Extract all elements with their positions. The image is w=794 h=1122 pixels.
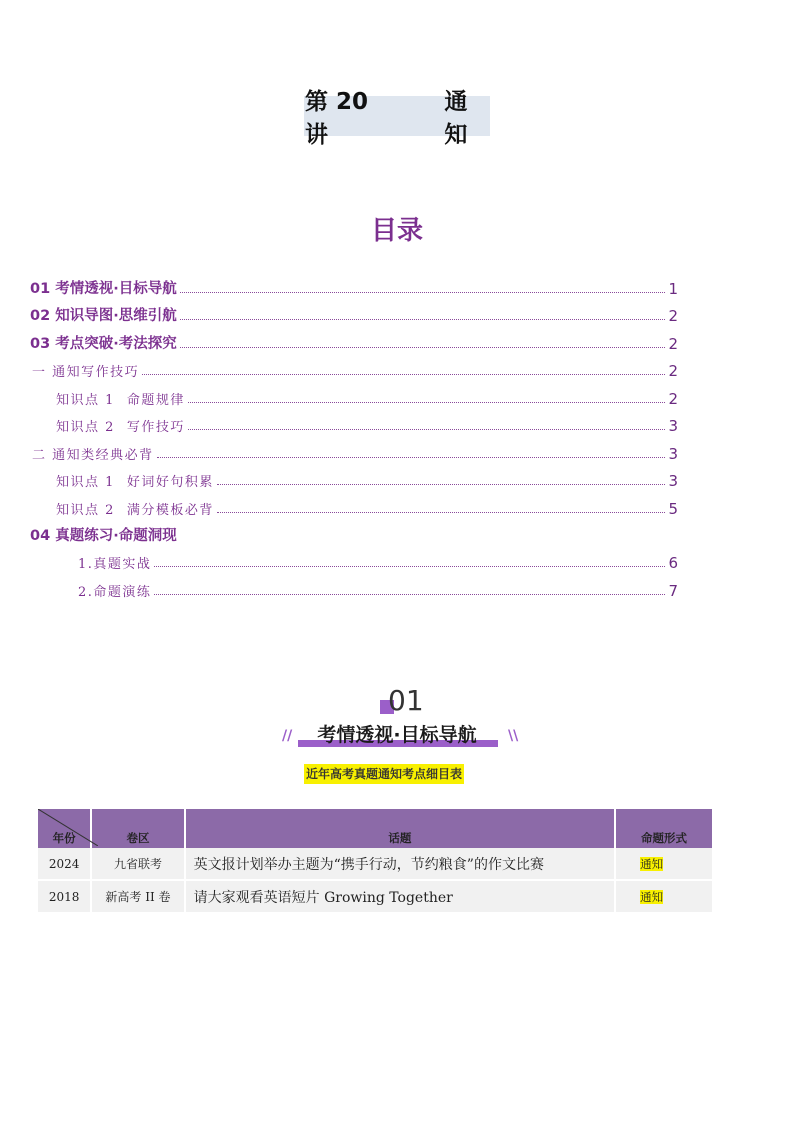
lecture-title xyxy=(304,89,490,148)
toc-entry[interactable] xyxy=(56,468,678,490)
toc-entry-page: 7 xyxy=(668,582,678,600)
toc-entry-page: 2 xyxy=(668,390,678,408)
toc-entry-label: 一 通知写作技巧 xyxy=(32,365,140,380)
toc-entry-page: 5 xyxy=(668,500,678,518)
table-caption: 近年高考真题通知考点细目表 xyxy=(304,764,464,784)
section-title: 考情透视·目标导航 xyxy=(317,724,477,746)
toc-entry[interactable] xyxy=(30,276,678,298)
toc-entry-label xyxy=(56,416,185,435)
toc-entry-sub: 写作技巧 xyxy=(126,420,185,435)
toc-leader-dots xyxy=(188,429,666,430)
toc-leader-dots xyxy=(180,292,666,293)
section-number: 01 xyxy=(388,684,424,717)
toc-leader-dots xyxy=(180,319,666,320)
toc-entry-sub: 满分模板必背 xyxy=(126,503,214,518)
toc-entry-label: 2.命题演练 xyxy=(78,585,152,600)
cell-topic: 英文报计划举办主题为“携手行动，节约粮食”的作文比赛 xyxy=(185,848,615,880)
lecture-topic: 通知 xyxy=(444,89,468,148)
header-year xyxy=(38,809,91,848)
toc-entry-point: 知识点 2 xyxy=(56,420,115,435)
cell-year: 2018 xyxy=(38,880,91,913)
header-volume: 卷区 xyxy=(91,809,184,848)
cell-topic: 请大家观看英语短片 Growing Together xyxy=(185,880,615,913)
toc-entry-label: 02 知识导图·思维引航 xyxy=(30,308,177,324)
form-highlight: 通知 xyxy=(640,889,664,904)
toc-entry-page: 3 xyxy=(668,472,678,490)
toc-entry-page: 2 xyxy=(668,362,678,380)
toc-entry-label: 二 通知类经典必背 xyxy=(32,448,154,463)
lecture-number: 第 20 讲 xyxy=(305,89,369,148)
toc-entry-label xyxy=(56,389,185,408)
toc-entry[interactable] xyxy=(56,413,678,435)
table-header-row xyxy=(38,809,713,848)
toc-entry-label: 04 真题练习·命题洞现 xyxy=(30,528,177,544)
toc-entry[interactable] xyxy=(30,331,678,353)
toc-leader-dots xyxy=(154,566,665,567)
toc-entry-label: 1.真题实战 xyxy=(78,557,152,572)
header-form: 命题形式 xyxy=(615,809,713,848)
header-topic: 话题 xyxy=(185,809,615,848)
toc-entry-page: 6 xyxy=(668,554,678,572)
toc-leader-dots xyxy=(180,347,666,348)
toc-entry[interactable] xyxy=(32,441,678,463)
toc-entry-sub: 好词好句积累 xyxy=(126,475,214,490)
form-highlight: 通知 xyxy=(640,856,664,871)
table-row xyxy=(38,880,713,913)
toc-leader-dots xyxy=(217,484,666,485)
toc-leader-dots xyxy=(142,374,665,375)
toc-leader-dots xyxy=(217,512,666,513)
cell-year: 2024 xyxy=(38,848,91,880)
toc-entry[interactable] xyxy=(32,358,678,380)
exam-topic-table xyxy=(38,809,714,914)
diagonal-divider xyxy=(38,809,98,846)
toc-leader-dots xyxy=(154,594,665,595)
toc-leader-dots xyxy=(157,457,666,458)
toc-entry-point: 知识点 1 xyxy=(56,475,115,490)
toc-entry-page: 3 xyxy=(668,445,678,463)
table-row xyxy=(38,848,713,880)
slash-decoration-right: \\ xyxy=(508,728,519,744)
toc-entry-point: 知识点 2 xyxy=(56,503,115,518)
toc-entry-point: 知识点 1 xyxy=(56,393,115,408)
cell-form xyxy=(615,880,713,913)
toc-entry-label: 01 考情透视·目标导航 xyxy=(30,281,177,297)
toc-entry[interactable] xyxy=(56,386,678,408)
slash-decoration-left: // xyxy=(282,728,293,744)
toc-entry[interactable] xyxy=(56,496,678,518)
toc-heading: 目录 xyxy=(370,216,423,246)
cell-volume: 新高考 II 卷 xyxy=(91,880,184,913)
toc-entry[interactable] xyxy=(78,578,678,600)
toc-entry-sub: 命题规律 xyxy=(126,393,185,408)
cell-volume: 九省联考 xyxy=(91,848,184,880)
toc-entry-page: 3 xyxy=(668,417,678,435)
toc-entry-page: 1 xyxy=(668,280,678,298)
toc-entry-page: 2 xyxy=(668,335,678,353)
toc-entry[interactable] xyxy=(30,523,330,545)
header-year-label: 年份 xyxy=(52,831,76,845)
toc-entry[interactable] xyxy=(30,303,678,325)
cell-form xyxy=(615,848,713,880)
toc-entry-label xyxy=(56,499,214,518)
toc-entry[interactable] xyxy=(78,550,678,572)
toc-entry-label xyxy=(56,471,214,490)
toc-entry-page: 2 xyxy=(668,307,678,325)
toc-leader-dots xyxy=(188,402,666,403)
toc-entry-label: 03 考点突破·考法探究 xyxy=(30,336,177,352)
